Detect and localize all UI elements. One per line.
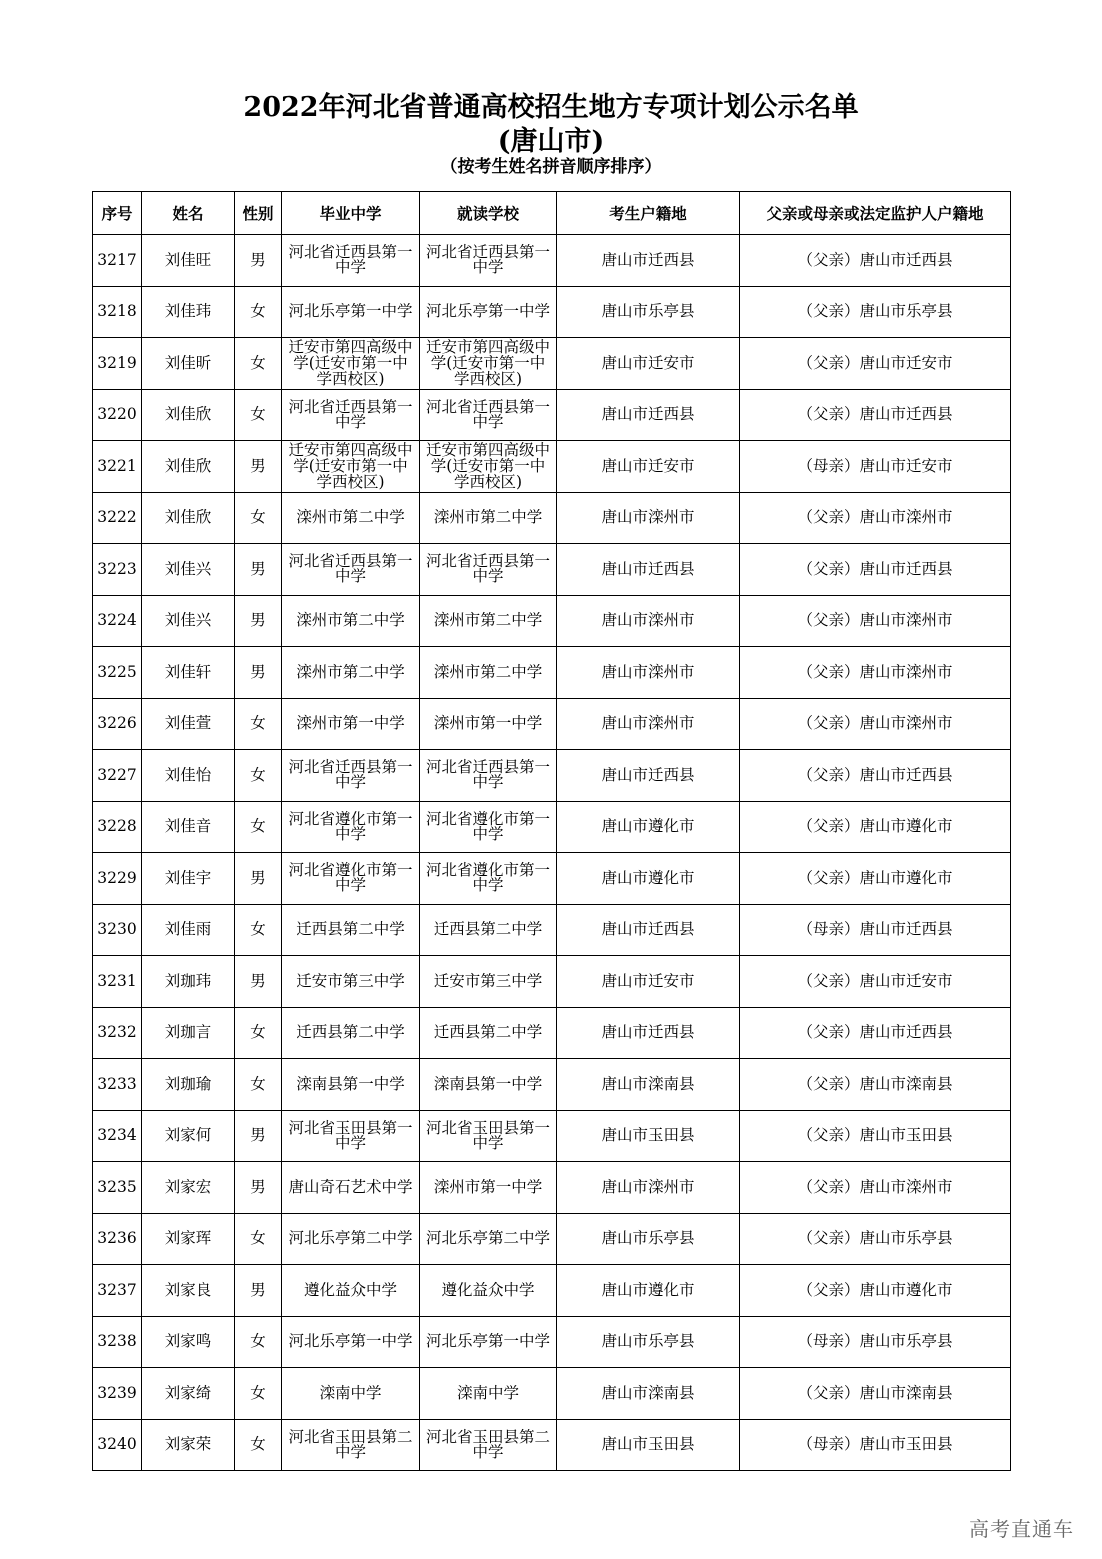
cell-guardian-registration: （父亲）唐山市迁西县 [740,1007,1011,1059]
cell-graduation-school: 迁安市第四高级中学(迁安市第一中学西校区) [282,338,420,390]
table-row [93,595,1011,647]
cell-index: 3239 [93,1368,142,1420]
cell-guardian-registration: （父亲）唐山市滦州市 [740,492,1011,544]
cell-current-school: 河北乐亭第二中学 [420,1213,557,1265]
cell-name: 刘佳兴 [142,544,235,596]
cell-graduation-school: 河北省迁西县第一中学 [282,750,420,802]
cell-gender: 女 [235,1419,282,1471]
cell-household-registration: 唐山市乐亭县 [557,1213,740,1265]
cell-household-registration: 唐山市迁西县 [557,544,740,596]
cell-guardian-registration: （母亲）唐山市乐亭县 [740,1316,1011,1368]
table-row [93,338,1011,390]
table-row [93,389,1011,441]
cell-index: 3222 [93,492,142,544]
cell-name: 刘佳宇 [142,853,235,905]
cell-name: 刘佳玮 [142,286,235,338]
cell-index: 3238 [93,1316,142,1368]
cell-gender: 女 [235,338,282,390]
cell-index: 3217 [93,235,142,287]
cell-guardian-registration: （父亲）唐山市遵化市 [740,853,1011,905]
cell-gender: 女 [235,1368,282,1420]
cell-current-school: 滦州市第二中学 [420,492,557,544]
cell-index: 3227 [93,750,142,802]
table-row [93,1419,1011,1471]
table-row [93,1368,1011,1420]
cell-household-registration: 唐山市滦州市 [557,492,740,544]
cell-gender: 女 [235,389,282,441]
cell-household-registration: 唐山市滦州市 [557,595,740,647]
cell-household-registration: 唐山市迁安市 [557,956,740,1008]
cell-graduation-school: 河北乐亭第一中学 [282,1316,420,1368]
cell-index: 3225 [93,647,142,699]
cell-current-school: 滦州市第二中学 [420,647,557,699]
cell-name: 刘家宏 [142,1162,235,1214]
cell-index: 3226 [93,698,142,750]
cell-household-registration: 唐山市玉田县 [557,1110,740,1162]
cell-current-school: 河北省迁西县第一中学 [420,750,557,802]
cell-name: 刘佳萱 [142,698,235,750]
cell-graduation-school: 滦州市第一中学 [282,698,420,750]
cell-index: 3228 [93,801,142,853]
cell-name: 刘佳昕 [142,338,235,390]
cell-current-school: 滦州市第一中学 [420,1162,557,1214]
cell-gender: 男 [235,1162,282,1214]
cell-index: 3229 [93,853,142,905]
cell-name: 刘家良 [142,1265,235,1317]
cell-graduation-school: 滦州市第二中学 [282,595,420,647]
cell-index: 3235 [93,1162,142,1214]
cell-gender: 男 [235,544,282,596]
cell-guardian-registration: （父亲）唐山市迁安市 [740,338,1011,390]
cell-name: 刘珈玮 [142,956,235,1008]
cell-current-school: 滦南县第一中学 [420,1059,557,1111]
cell-graduation-school: 河北省遵化市第一中学 [282,853,420,905]
col-header-graduation-school: 毕业中学 [282,192,420,235]
cell-guardian-registration: （父亲）唐山市乐亭县 [740,286,1011,338]
page-subtitle: (唐山市) [497,126,605,157]
cell-name: 刘家鸣 [142,1316,235,1368]
cell-graduation-school: 滦南县第一中学 [282,1059,420,1111]
cell-gender: 男 [235,1110,282,1162]
cell-gender: 女 [235,801,282,853]
cell-name: 刘佳欣 [142,441,235,493]
cell-graduation-school: 滦州市第二中学 [282,647,420,699]
cell-household-registration: 唐山市滦州市 [557,1162,740,1214]
cell-guardian-registration: （母亲）唐山市玉田县 [740,1419,1011,1471]
cell-guardian-registration: （父亲）唐山市迁西县 [740,235,1011,287]
table-row [93,698,1011,750]
col-header-index: 序号 [93,192,142,235]
cell-index: 3223 [93,544,142,596]
cell-current-school: 河北省玉田县第一中学 [420,1110,557,1162]
cell-index: 3219 [93,338,142,390]
cell-guardian-registration: （父亲）唐山市玉田县 [740,1110,1011,1162]
cell-graduation-school: 河北省迁西县第一中学 [282,544,420,596]
cell-graduation-school: 河北省玉田县第二中学 [282,1419,420,1471]
cell-current-school: 河北省遵化市第一中学 [420,801,557,853]
cell-index: 3221 [93,441,142,493]
cell-current-school: 滦州市第二中学 [420,595,557,647]
cell-index: 3237 [93,1265,142,1317]
cell-gender: 男 [235,1265,282,1317]
cell-household-registration: 唐山市滦南县 [557,1059,740,1111]
cell-name: 刘佳欣 [142,492,235,544]
table-row [93,647,1011,699]
cell-index: 3231 [93,956,142,1008]
cell-guardian-registration: （父亲）唐山市迁西县 [740,750,1011,802]
cell-graduation-school: 河北乐亭第二中学 [282,1213,420,1265]
cell-current-school: 河北省玉田县第二中学 [420,1419,557,1471]
cell-guardian-registration: （父亲）唐山市滦州市 [740,1162,1011,1214]
cell-name: 刘佳轩 [142,647,235,699]
cell-current-school: 河北省迁西县第一中学 [420,235,557,287]
cell-gender: 男 [235,956,282,1008]
cell-guardian-registration: （母亲）唐山市迁安市 [740,441,1011,493]
cell-household-registration: 唐山市迁西县 [557,389,740,441]
cell-guardian-registration: （父亲）唐山市滦州市 [740,595,1011,647]
cell-guardian-registration: （母亲）唐山市迁西县 [740,904,1011,956]
cell-current-school: 河北省迁西县第一中学 [420,544,557,596]
cell-gender: 男 [235,595,282,647]
cell-guardian-registration: （父亲）唐山市滦南县 [740,1059,1011,1111]
cell-name: 刘佳欣 [142,389,235,441]
cell-current-school: 迁西县第二中学 [420,904,557,956]
cell-current-school: 河北省迁西县第一中学 [420,389,557,441]
cell-name: 刘佳音 [142,801,235,853]
page-title: 2022年河北省普通高校招生地方专项计划公示名单 [243,92,859,123]
cell-household-registration: 唐山市迁西县 [557,235,740,287]
cell-graduation-school: 河北省玉田县第一中学 [282,1110,420,1162]
cell-graduation-school: 迁西县第二中学 [282,904,420,956]
cell-household-registration: 唐山市乐亭县 [557,1316,740,1368]
cell-household-registration: 唐山市遵化市 [557,853,740,905]
cell-guardian-registration: （父亲）唐山市滦州市 [740,647,1011,699]
table-body [93,235,1011,1471]
cell-graduation-school: 滦州市第二中学 [282,492,420,544]
cell-current-school: 河北乐亭第一中学 [420,1316,557,1368]
cell-index: 3232 [93,1007,142,1059]
cell-gender: 女 [235,492,282,544]
cell-name: 刘佳旺 [142,235,235,287]
table-row [93,1213,1011,1265]
cell-gender: 女 [235,1007,282,1059]
table-row [93,750,1011,802]
cell-household-registration: 唐山市遵化市 [557,801,740,853]
cell-current-school: 迁西县第二中学 [420,1007,557,1059]
cell-household-registration: 唐山市乐亭县 [557,286,740,338]
cell-household-registration: 唐山市迁安市 [557,441,740,493]
cell-index: 3236 [93,1213,142,1265]
cell-index: 3220 [93,389,142,441]
table-row [93,956,1011,1008]
cell-index: 3240 [93,1419,142,1471]
col-header-current-school: 就读学校 [420,192,557,235]
cell-current-school: 迁安市第四高级中学(迁安市第一中学西校区) [420,441,557,493]
table-row [93,492,1011,544]
cell-graduation-school: 河北乐亭第一中学 [282,286,420,338]
cell-guardian-registration: （父亲）唐山市滦南县 [740,1368,1011,1420]
cell-current-school: 滦南中学 [420,1368,557,1420]
cell-current-school: 迁安市第四高级中学(迁安市第一中学西校区) [420,338,557,390]
col-header-household-registration: 考生户籍地 [557,192,740,235]
cell-gender: 男 [235,647,282,699]
cell-name: 刘家何 [142,1110,235,1162]
cell-name: 刘佳雨 [142,904,235,956]
cell-name: 刘珈言 [142,1007,235,1059]
table-row [93,286,1011,338]
cell-guardian-registration: （父亲）唐山市滦州市 [740,698,1011,750]
cell-name: 刘佳怡 [142,750,235,802]
cell-household-registration: 唐山市迁安市 [557,338,740,390]
cell-index: 3218 [93,286,142,338]
cell-graduation-school: 河北省遵化市第一中学 [282,801,420,853]
col-header-name: 姓名 [142,192,235,235]
table-row [93,904,1011,956]
watermark-text: 高考直通车 [969,1517,1074,1541]
cell-graduation-school: 河北省迁西县第一中学 [282,389,420,441]
cell-gender: 男 [235,441,282,493]
cell-index: 3230 [93,904,142,956]
cell-gender: 男 [235,853,282,905]
cell-household-registration: 唐山市迁西县 [557,1007,740,1059]
cell-name: 刘家珲 [142,1213,235,1265]
col-header-gender: 性别 [235,192,282,235]
cell-guardian-registration: （父亲）唐山市迁安市 [740,956,1011,1008]
table-header-row [93,192,1011,235]
cell-household-registration: 唐山市滦州市 [557,698,740,750]
table-row [93,235,1011,287]
cell-guardian-registration: （父亲）唐山市遵化市 [740,1265,1011,1317]
table-row [93,544,1011,596]
cell-gender: 女 [235,1316,282,1368]
cell-index: 3233 [93,1059,142,1111]
sort-note: （按考生姓名拼音顺序排序） [440,157,662,177]
cell-index: 3234 [93,1110,142,1162]
cell-guardian-registration: （父亲）唐山市迁西县 [740,389,1011,441]
cell-graduation-school: 唐山奇石艺术中学 [282,1162,420,1214]
cell-name: 刘家绮 [142,1368,235,1420]
cell-name: 刘佳兴 [142,595,235,647]
cell-household-registration: 唐山市遵化市 [557,1265,740,1317]
cell-guardian-registration: （父亲）唐山市乐亭县 [740,1213,1011,1265]
cell-household-registration: 唐山市迁西县 [557,904,740,956]
col-header-guardian-registration: 父亲或母亲或法定监护人户籍地 [740,192,1011,235]
table-row [93,853,1011,905]
cell-gender: 女 [235,698,282,750]
cell-name: 刘家荣 [142,1419,235,1471]
table-row [93,1265,1011,1317]
cell-gender: 女 [235,1213,282,1265]
table-row [93,1007,1011,1059]
cell-guardian-registration: （父亲）唐山市遵化市 [740,801,1011,853]
cell-gender: 女 [235,1059,282,1111]
table-row [93,1162,1011,1214]
cell-household-registration: 唐山市迁西县 [557,750,740,802]
cell-graduation-school: 迁安市第三中学 [282,956,420,1008]
cell-graduation-school: 迁安市第四高级中学(迁安市第一中学西校区) [282,441,420,493]
table-row [93,1059,1011,1111]
table-row [93,1110,1011,1162]
cell-index: 3224 [93,595,142,647]
cell-gender: 女 [235,750,282,802]
cell-household-registration: 唐山市滦州市 [557,647,740,699]
cell-current-school: 滦州市第一中学 [420,698,557,750]
cell-gender: 女 [235,286,282,338]
cell-gender: 男 [235,235,282,287]
cell-graduation-school: 滦南中学 [282,1368,420,1420]
table-row [93,441,1011,493]
cell-graduation-school: 遵化益众中学 [282,1265,420,1317]
cell-graduation-school: 迁西县第二中学 [282,1007,420,1059]
cell-current-school: 迁安市第三中学 [420,956,557,1008]
cell-current-school: 河北省遵化市第一中学 [420,853,557,905]
table-row [93,1316,1011,1368]
cell-household-registration: 唐山市滦南县 [557,1368,740,1420]
roster-table [92,191,1011,1471]
cell-household-registration: 唐山市玉田县 [557,1419,740,1471]
cell-gender: 女 [235,904,282,956]
cell-guardian-registration: （父亲）唐山市迁西县 [740,544,1011,596]
cell-name: 刘珈瑜 [142,1059,235,1111]
cell-current-school: 遵化益众中学 [420,1265,557,1317]
cell-current-school: 河北乐亭第一中学 [420,286,557,338]
cell-graduation-school: 河北省迁西县第一中学 [282,235,420,287]
table-row [93,801,1011,853]
